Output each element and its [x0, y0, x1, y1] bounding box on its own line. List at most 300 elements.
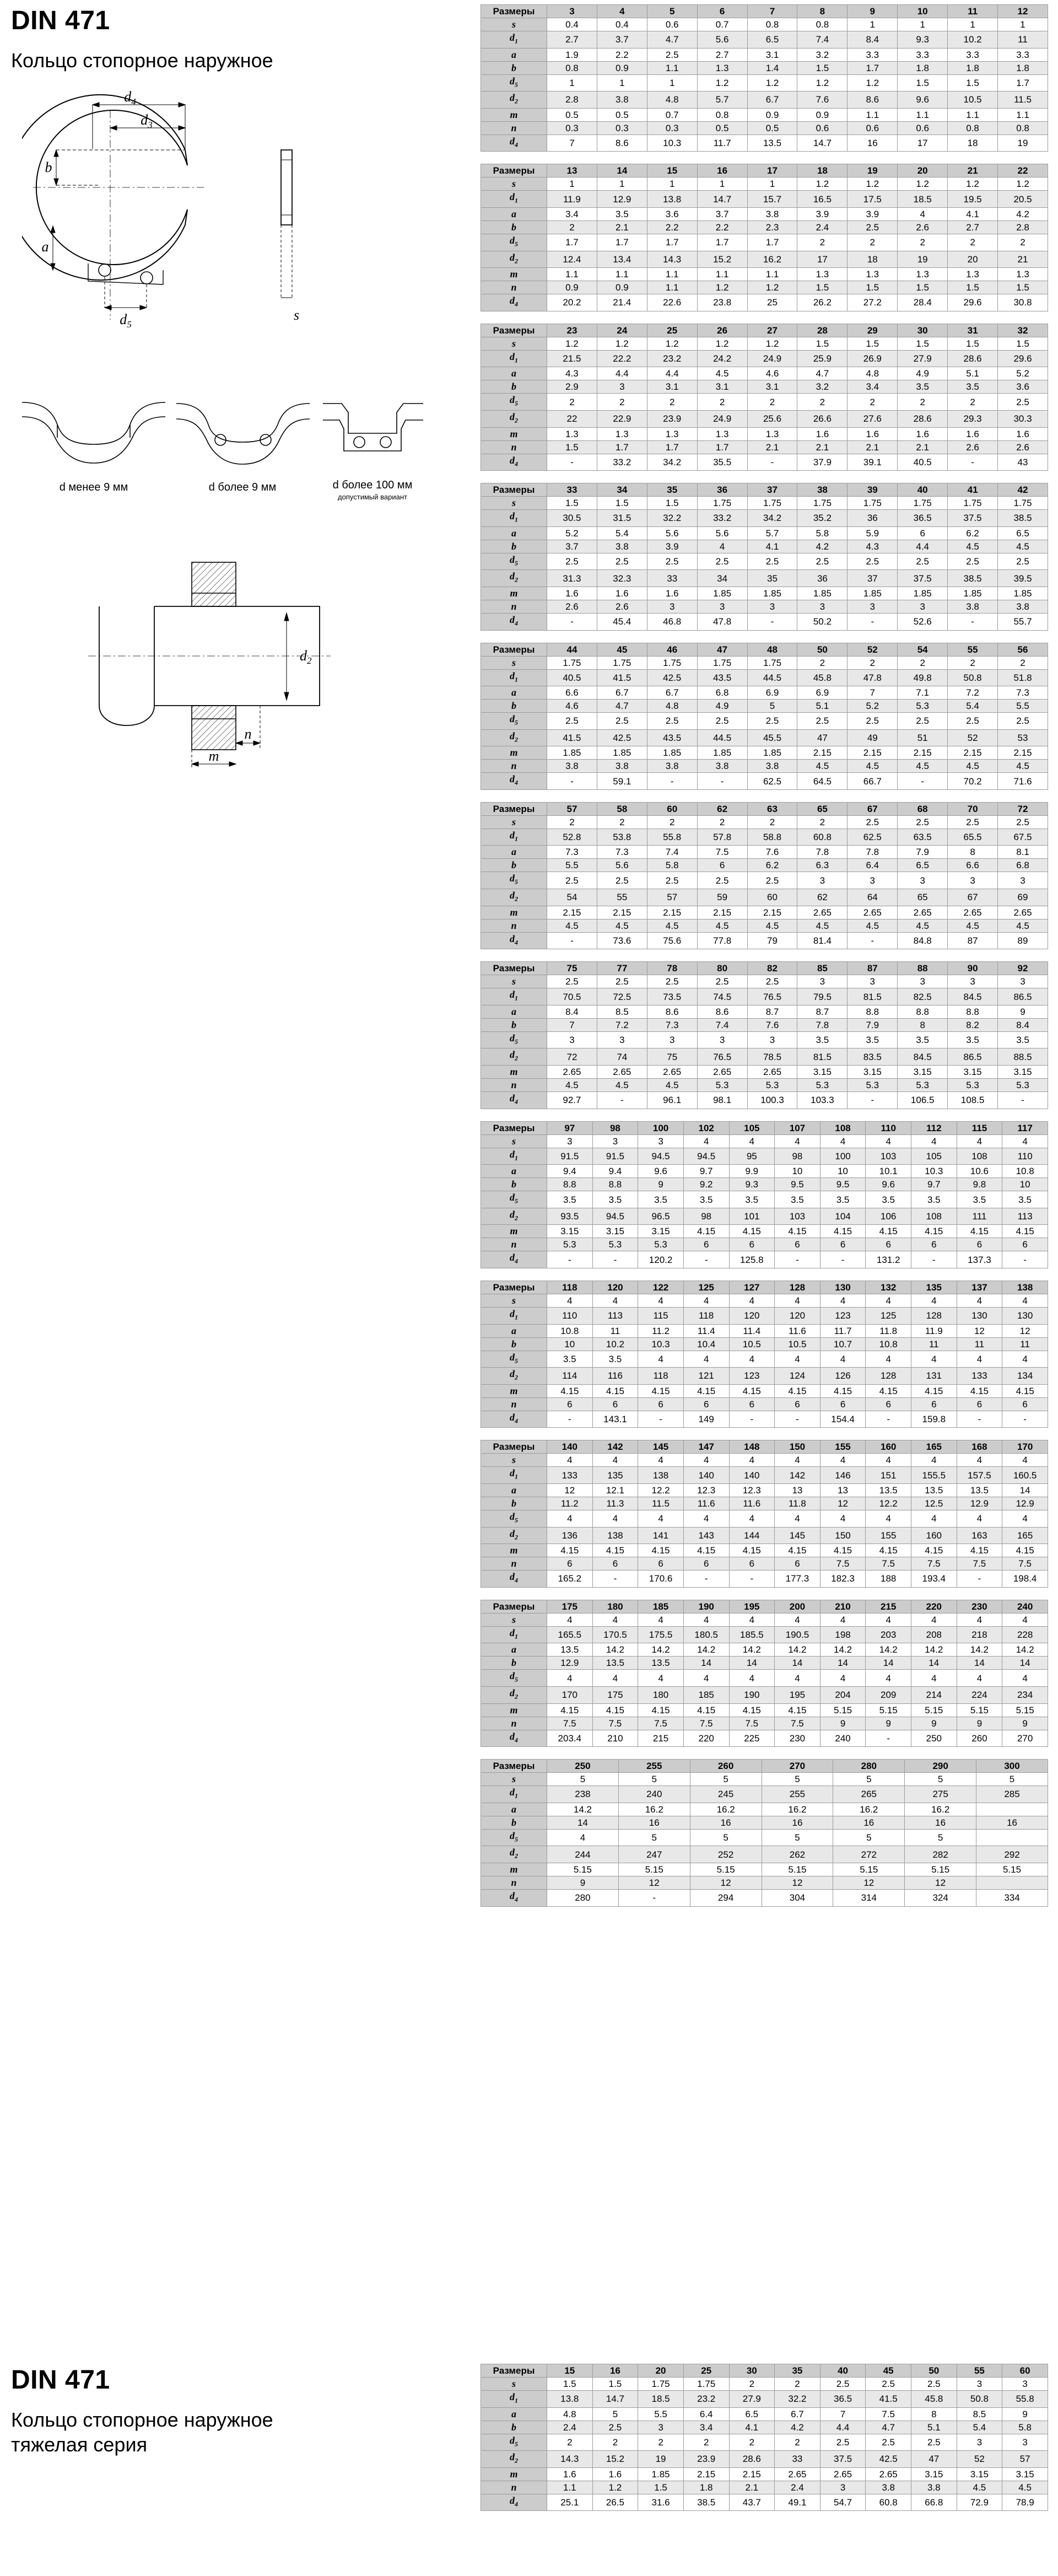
table-row: [481, 773, 1048, 790]
cell: 8.8: [592, 1178, 638, 1191]
cell: 4: [729, 1351, 775, 1368]
cell: 6: [957, 1397, 1002, 1411]
table-row: [481, 906, 1048, 919]
cell: 12.9: [1002, 1497, 1048, 1510]
cell: -: [592, 1571, 638, 1588]
cell: 15.2: [592, 2451, 638, 2468]
cell: 5.3: [998, 1079, 1048, 1092]
cell: 4.15: [729, 1225, 775, 1238]
cell: 228: [1002, 1626, 1048, 1643]
cell: 1.75: [747, 656, 797, 669]
cell: 4.15: [866, 1225, 911, 1238]
cell: 28.6: [729, 2451, 775, 2468]
cell: 3: [647, 600, 697, 613]
table-row: [481, 510, 1048, 527]
cell: 20: [948, 251, 998, 268]
cell: 2.2: [647, 221, 697, 234]
cell: 255: [762, 1786, 833, 1803]
row-label-d4: $d_4$: [481, 2494, 547, 2511]
cell: 1.7: [597, 440, 647, 454]
cell: 2: [797, 656, 848, 669]
cell: 2.5: [848, 815, 898, 829]
cell: 2.4: [547, 2421, 593, 2434]
page-subtitle-2-line1: Кольцо стопорное наружное: [11, 2408, 273, 2431]
cell: 51: [898, 729, 948, 746]
table-header-size-210: 210: [820, 1600, 866, 1613]
label-d3: $d_3$: [141, 112, 153, 130]
cell: 10.8: [866, 1337, 911, 1351]
cell: -: [697, 773, 747, 790]
cell: 7.9: [848, 1018, 898, 1031]
row-label-n: n: [481, 1717, 547, 1730]
cell: 2.7: [547, 31, 597, 49]
cell: 14.2: [820, 1643, 866, 1657]
cell: 37: [848, 570, 898, 587]
cell: 43: [998, 454, 1048, 471]
table-header-size-255: 255: [618, 1760, 690, 1773]
cell: 7.5: [1002, 1557, 1048, 1571]
cell: 7.2: [948, 686, 998, 700]
cell: 4.2: [775, 2421, 821, 2434]
row-label-d2: $d_2$: [481, 1208, 547, 1225]
cell: 146: [820, 1467, 866, 1484]
cell: 5.5: [998, 700, 1048, 713]
row-label-s: s: [481, 815, 547, 829]
cell: 10: [1002, 1178, 1048, 1191]
cell: 4: [775, 1134, 821, 1148]
cell: 1.1: [647, 61, 697, 74]
cell: 5: [618, 1829, 690, 1846]
cell: 3.5: [948, 380, 998, 394]
cell: 41.5: [866, 2391, 911, 2408]
cell: 3: [898, 600, 948, 613]
cell: 44.5: [747, 669, 797, 686]
cell: 7: [547, 135, 597, 152]
cell: 3: [848, 600, 898, 613]
cell: 8: [911, 2407, 957, 2421]
cell: 101: [729, 1208, 775, 1225]
cell: 2: [697, 815, 747, 829]
cell: 275: [905, 1786, 976, 1803]
cell: 2.5: [998, 713, 1048, 730]
cell: 14: [820, 1657, 866, 1670]
table-header-size-34: 34: [597, 483, 647, 497]
cell: 4.5: [1002, 2481, 1048, 2494]
cell: 4: [911, 1134, 957, 1148]
cell: -: [547, 613, 597, 630]
cell: 208: [911, 1626, 957, 1643]
table-header-size-15: 15: [547, 2364, 593, 2378]
row-label-n: n: [481, 2481, 547, 2494]
cell: 4.15: [683, 1703, 729, 1717]
cell: 5.4: [957, 2421, 1002, 2434]
row-label-d1: $d_1$: [481, 1308, 547, 1325]
cell: 1.75: [597, 656, 647, 669]
row-label-d4: $d_4$: [481, 135, 547, 152]
cell: 1.5: [797, 281, 848, 294]
cell: 4.15: [592, 1384, 638, 1397]
cell: 62.5: [747, 773, 797, 790]
cell: 4: [697, 540, 747, 553]
table-header-size-57: 57: [547, 802, 597, 815]
table-header-size-122: 122: [638, 1281, 684, 1294]
cell: 2: [775, 2378, 821, 2391]
table-header-size-44: 44: [547, 643, 597, 656]
row-label-d4: $d_4$: [481, 1571, 547, 1588]
cell: 4: [866, 1294, 911, 1308]
table-header-size-8: 8: [797, 5, 848, 18]
cell: 5.5: [547, 859, 597, 872]
table-row: [481, 1178, 1048, 1191]
row-label-a: a: [481, 1803, 547, 1816]
cell: 4.1: [729, 2421, 775, 2434]
cell: 52: [948, 729, 998, 746]
cell: 185.5: [729, 1626, 775, 1643]
cell: 5.7: [747, 526, 797, 540]
cell: 1.85: [747, 746, 797, 760]
cell: 4.8: [848, 367, 898, 380]
table-header-size-280: 280: [833, 1760, 905, 1773]
row-label-d5: $d_5$: [481, 713, 547, 730]
cell: 8.5: [597, 1005, 647, 1018]
cell: 121: [683, 1368, 729, 1385]
table-header-size-240: 240: [1002, 1600, 1048, 1613]
cell: 1.75: [683, 2378, 729, 2391]
cell: 14.3: [647, 251, 697, 268]
cell: 2: [848, 234, 898, 251]
cell: 4.2: [998, 207, 1048, 221]
cell: 136: [547, 1527, 593, 1544]
row-label-b: b: [481, 859, 547, 872]
cell: 1.75: [547, 656, 597, 669]
cell: 2.5: [948, 815, 998, 829]
cell: 0.3: [597, 121, 647, 135]
table-header-size-260: 260: [690, 1760, 762, 1773]
cell: 10.3: [647, 135, 697, 152]
cell: 2.5: [848, 713, 898, 730]
cell: 180.5: [683, 1626, 729, 1643]
cell: 86.5: [998, 988, 1048, 1005]
cell: 37.5: [948, 510, 998, 527]
table-row: [481, 975, 1048, 988]
cell: 14: [1002, 1483, 1048, 1497]
table-row: [481, 1527, 1048, 1544]
cell: 1.85: [647, 746, 697, 760]
table-row: [481, 1467, 1048, 1484]
cell: 4.8: [647, 700, 697, 713]
cell: 1.75: [697, 656, 747, 669]
cell: 39.5: [998, 570, 1048, 587]
cell: 71.6: [998, 773, 1048, 790]
cell: -: [547, 1411, 593, 1428]
table-row: [481, 1454, 1048, 1467]
table-row: [481, 1308, 1048, 1325]
table-row: [481, 410, 1048, 427]
cell: 94.5: [592, 1208, 638, 1225]
table-row: [481, 1803, 1048, 1816]
cell: 43.7: [729, 2494, 775, 2511]
cell: 4: [866, 1613, 911, 1626]
row-label-s: s: [481, 18, 547, 31]
cell: 12: [762, 1876, 833, 1889]
title-block-standard: [11, 6, 463, 73]
label-s: s: [293, 307, 300, 323]
cell: 4.5: [747, 919, 797, 932]
row-label-m: m: [481, 1703, 547, 1717]
cell: 49.8: [898, 669, 948, 686]
cell: 4: [592, 1613, 638, 1626]
table-row: [481, 1497, 1048, 1510]
cell: 1.3: [747, 427, 797, 440]
cell: 165.2: [547, 1571, 593, 1588]
cell: 4: [547, 1829, 619, 1846]
cell: 4.15: [866, 1544, 911, 1557]
cell: 23.8: [697, 294, 747, 311]
cell: 137.3: [957, 1251, 1002, 1268]
table-header-row: [481, 5, 1048, 18]
cell: 2.15: [597, 906, 647, 919]
cell: 22.2: [597, 350, 647, 367]
row-label-n: n: [481, 121, 547, 135]
cell: 1.6: [898, 427, 948, 440]
cell: 4.15: [775, 1544, 821, 1557]
cell: 238: [547, 1786, 619, 1803]
cell: 2: [547, 394, 597, 411]
cell: 3.8: [866, 2481, 911, 2494]
cell: 10.8: [1002, 1165, 1048, 1178]
cell: 22: [547, 410, 597, 427]
cell: 185: [683, 1686, 729, 1703]
cell: 52: [957, 2451, 1002, 2468]
table-header-size-128: 128: [775, 1281, 821, 1294]
cell: 27.6: [848, 410, 898, 427]
table-header-size-165: 165: [911, 1440, 957, 1454]
cell: 5.6: [597, 859, 647, 872]
cell: 81.5: [848, 988, 898, 1005]
cell: 4.3: [848, 540, 898, 553]
cell: 2: [998, 234, 1048, 251]
cell: 4: [911, 1613, 957, 1626]
cell: 4.15: [729, 1384, 775, 1397]
cell: 1.75: [948, 497, 998, 510]
cell: 8: [898, 1018, 948, 1031]
cell: 14: [547, 1816, 619, 1829]
cell: 9.3: [729, 1178, 775, 1191]
cell: 58.8: [747, 829, 797, 846]
cell: 7.5: [547, 1717, 593, 1730]
table-header-size-62: 62: [697, 802, 747, 815]
cell: 203: [866, 1626, 911, 1643]
table-header-row: [481, 962, 1048, 975]
cell: 5.3: [547, 1238, 593, 1251]
cell: 123: [820, 1308, 866, 1325]
dimension-table: [481, 164, 1048, 311]
cell: 7: [547, 1018, 597, 1031]
cell: 3: [1002, 2434, 1048, 2451]
row-label-m: m: [481, 1863, 547, 1876]
cell: 3.5: [592, 1191, 638, 1208]
table-header-sizes: Размеры: [481, 483, 547, 497]
cell: 87: [948, 932, 998, 949]
cell: 11: [957, 1337, 1002, 1351]
cell: 6.9: [797, 686, 848, 700]
cell: 2: [597, 394, 647, 411]
cell: -: [848, 932, 898, 949]
cell: 33.2: [597, 454, 647, 471]
cell: 1.5: [592, 2378, 638, 2391]
row-label-n: n: [481, 1876, 547, 1889]
cell: 143.1: [592, 1411, 638, 1428]
cell: 8.4: [848, 31, 898, 49]
cell: 34: [697, 570, 747, 587]
cell: 13.5: [638, 1657, 684, 1670]
cell: 1.2: [848, 178, 898, 191]
cell: 1.2: [697, 281, 747, 294]
cell: 111: [957, 1208, 1002, 1225]
cell: 8.5: [957, 2407, 1002, 2421]
cell: 3.9: [647, 540, 697, 553]
cell: 4: [729, 1613, 775, 1626]
cell: 8.7: [797, 1005, 848, 1018]
cell: 4: [957, 1134, 1002, 1148]
cell: 14.7: [592, 2391, 638, 2408]
cell: -: [898, 773, 948, 790]
table-header-size-77: 77: [597, 962, 647, 975]
cell: 3.15: [848, 1066, 898, 1079]
table-row: [481, 1786, 1048, 1803]
table-row: [481, 234, 1048, 251]
cell: 4.8: [547, 2407, 593, 2421]
row-label-b: b: [481, 61, 547, 74]
cell: 1.75: [747, 497, 797, 510]
cell: 3: [638, 1134, 684, 1148]
cell: 2.5: [911, 2378, 957, 2391]
table-header-size-68: 68: [898, 802, 948, 815]
table-header-size-21: 21: [948, 164, 998, 178]
cell: 0.8: [998, 121, 1048, 135]
cell: 9: [998, 1005, 1048, 1018]
cell: 150: [820, 1527, 866, 1544]
cell: 2.15: [948, 746, 998, 760]
cell: 13.5: [911, 1483, 957, 1497]
cell: 8: [948, 846, 998, 859]
cell: 10.3: [911, 1165, 957, 1178]
cell: 4.4: [597, 367, 647, 380]
cell: 4.5: [957, 2481, 1002, 2494]
cell: 11.4: [683, 1324, 729, 1337]
cell: 11.5: [638, 1497, 684, 1510]
table-row: [481, 1031, 1048, 1048]
cell: -: [683, 1251, 729, 1268]
cell: 1.2: [948, 178, 998, 191]
cell: 7.6: [747, 846, 797, 859]
cell: -: [729, 1571, 775, 1588]
cell: 5.3: [898, 700, 948, 713]
cell: 13.5: [547, 1643, 593, 1657]
row-label-n: n: [481, 281, 547, 294]
table-row: [481, 48, 1048, 61]
cell: -: [597, 1092, 647, 1109]
table-row: [481, 135, 1048, 152]
cell: 9.7: [911, 1178, 957, 1191]
cell: 4.5: [998, 760, 1048, 773]
cell: 9.5: [775, 1178, 821, 1191]
cell: 84.5: [898, 1048, 948, 1066]
cell: 4: [592, 1454, 638, 1467]
cell: -: [547, 454, 597, 471]
cell: 66.8: [911, 2494, 957, 2511]
cell: 72.9: [957, 2494, 1002, 2511]
table-row: [481, 932, 1048, 949]
row-label-d4: $d_4$: [481, 1411, 547, 1428]
cell: 23.2: [647, 350, 697, 367]
cell: 220: [683, 1730, 729, 1747]
cell: 14.2: [592, 1643, 638, 1657]
cell: 5.15: [547, 1863, 619, 1876]
page-title: DIN 471: [11, 6, 110, 35]
cell: 33.2: [697, 510, 747, 527]
table-row: [481, 656, 1048, 669]
cell: 3.6: [998, 380, 1048, 394]
table-row: [481, 919, 1048, 932]
row-label-d1: $d_1$: [481, 510, 547, 527]
cell: 3.3: [898, 48, 948, 61]
table-row: [481, 600, 1048, 613]
cell: 2.5: [747, 553, 797, 570]
cell: 7.3: [647, 1018, 697, 1031]
cell: 4.2: [797, 540, 848, 553]
cell: 8.6: [848, 92, 898, 109]
cell: 2.8: [547, 92, 597, 109]
cell: 6: [547, 1557, 593, 1571]
cell: 55.8: [647, 829, 697, 846]
row-label-m: m: [481, 2467, 547, 2481]
cell: 143: [683, 1527, 729, 1544]
cell: 131: [911, 1368, 957, 1385]
cell: 1: [547, 178, 597, 191]
cell: 9.4: [592, 1165, 638, 1178]
cell: 2.65: [797, 906, 848, 919]
cell: 8.8: [547, 1178, 593, 1191]
cell: 314: [833, 1889, 905, 1906]
cell: 6.4: [683, 2407, 729, 2421]
cell: 4: [866, 1454, 911, 1467]
cell: 2.5: [547, 975, 597, 988]
cell: 12.3: [729, 1483, 775, 1497]
table-header-size-160: 160: [866, 1440, 911, 1454]
cell: 104: [820, 1208, 866, 1225]
cell: 11.7: [820, 1324, 866, 1337]
cell: 4: [957, 1510, 1002, 1527]
cell: 12: [1002, 1324, 1048, 1337]
table-header-row: [481, 2364, 1048, 2378]
cell: 1.8: [998, 61, 1048, 74]
cell: 142: [775, 1467, 821, 1484]
cell: 25.9: [797, 350, 848, 367]
cell: 4: [911, 1670, 957, 1687]
cell: 2.5: [948, 713, 998, 730]
cell: 175: [592, 1686, 638, 1703]
cell: 4.5: [948, 760, 998, 773]
dimension-table: [481, 961, 1048, 1109]
cell: 4.9: [898, 367, 948, 380]
table-header-size-42: 42: [998, 483, 1048, 497]
cell: 1.5: [547, 497, 597, 510]
cell: 4.3: [547, 367, 597, 380]
cell: 4.15: [775, 1225, 821, 1238]
cell: 38.5: [683, 2494, 729, 2511]
cell: 2: [797, 234, 848, 251]
